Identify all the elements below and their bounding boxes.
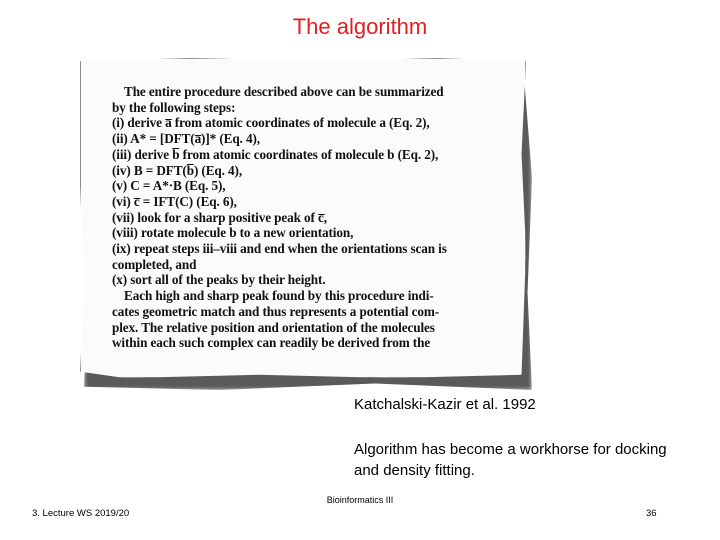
excerpt-line: (viii) rotate molecule b to a new orientation, <box>112 225 354 241</box>
excerpt-line: completed, and <box>112 256 197 272</box>
page-number: 36 <box>646 508 657 519</box>
excerpt-line: (ix) repeat steps iii–viii and end when the orientations scan is <box>112 241 447 257</box>
slide-note: Algorithm has become a workhorse for docking and density fitting. <box>354 441 667 479</box>
excerpt-line: (x) sort all of the peaks by their height. <box>112 272 326 288</box>
excerpt-line: plex. The relative position and orientation of the molecules <box>112 319 435 335</box>
excerpt-line: (vii) look for a sharp positive peak of c̅, <box>112 209 327 225</box>
citation: Katchalski-Kazir et al. 1992 <box>354 396 536 413</box>
excerpt-line: (iv) B = DFT(b̅) (Eq. 4), <box>112 162 243 178</box>
excerpt-line: (i) derive a̅ from atomic coordinates of molecule a (Eq. 2), <box>112 115 430 131</box>
algorithm-excerpt <box>112 84 486 351</box>
slide-title: The algorithm <box>292 14 428 39</box>
excerpt-line: (v) C = A*·B (Eq. 5), <box>112 178 226 194</box>
excerpt-line: (ii) A* = [DFT(a̅)]* (Eq. 4), <box>112 131 260 147</box>
excerpt-line: (iii) derive b̅ from atomic coordinates of molecule b (Eq. 2), <box>112 146 439 162</box>
excerpt-line: The entire procedure described above can be summarized <box>124 84 444 99</box>
excerpt-line: (vi) c̅ = IFT(C) (Eq. 6), <box>112 193 237 209</box>
excerpt-line: within each such complex can readily be derived from the <box>112 335 431 351</box>
excerpt-line: cates geometric match and thus represents a potential com- <box>112 303 440 319</box>
footer-lecture: 3. Lecture WS 2019/20 <box>32 508 130 519</box>
excerpt-line: by the following steps: <box>112 99 236 115</box>
excerpt-line: Each high and sharp peak found by this procedure indi- <box>124 288 434 304</box>
footer-course: Bioinformatics III <box>326 495 394 505</box>
